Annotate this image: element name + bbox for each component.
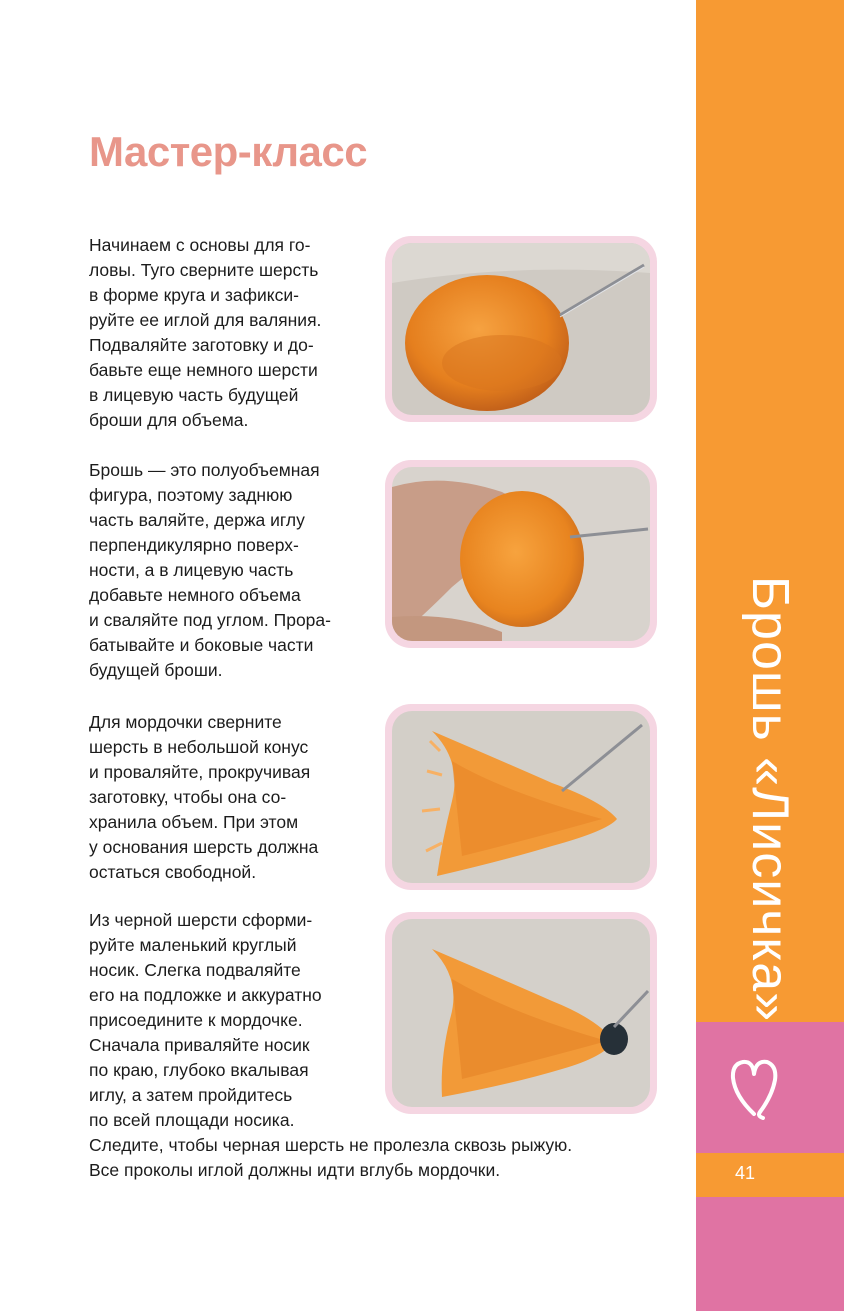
step-3-photo [385,704,657,890]
step-3-text: Для мордочки сверните шерсть в небольшой конус и проваляйте, прокручивая заготовку, чтобы она со- хранила объем. При этом у основания шерсть должна остаться свободной. [89,712,319,882]
page-number: 41 [735,1163,756,1183]
felt-nose-image [392,919,650,1107]
step-1-text: Начинаем с основы для го- ловы. Туго сверните шерсть в форме круга и зафикси- руйте ее иглой для валяния. Подваляйте заготовку и до- бавьте еще немного шерсти в лицевую часть будущей броши для объема. [89,235,322,430]
step-2-photo [385,460,657,648]
step-1-photo [385,236,657,422]
step-4-text: Из черной шерсти сформи- руйте маленький круглый носик. Слегка подваляйте его на подложке и аккуратно присоедините к мордочке. Сначала приваляйте носик по краю, глубоко вкалывая иглу, а затем пройдитесь по всей площади носика. [89,910,322,1130]
felt-cone-image [392,711,650,883]
felting-in-hand-image [392,467,650,641]
continuation-text: Следите, чтобы черная шерсть не пролезла сквозь рыжую. Все проколы иглой должны идти вглубь мордочки. [89,1135,573,1180]
section-title-vertical: Брошь «Лисичка» [741,575,799,1023]
felt-ball-image [392,243,650,415]
step-2-text: Брошь — это полуобъемная фигура, поэтому заднюю часть валяйте, держа иглу перпендикулярно поверх- ности, а в лицевую часть добавьте немного объема и сваляйте под углом. Прора- батывайте и боковые части будущей броши. [89,460,331,680]
page-number-strip [696,1153,844,1197]
page-title: Мастер-класс [89,128,368,175]
heart-icon [727,1054,781,1120]
step-4-photo [385,912,657,1114]
